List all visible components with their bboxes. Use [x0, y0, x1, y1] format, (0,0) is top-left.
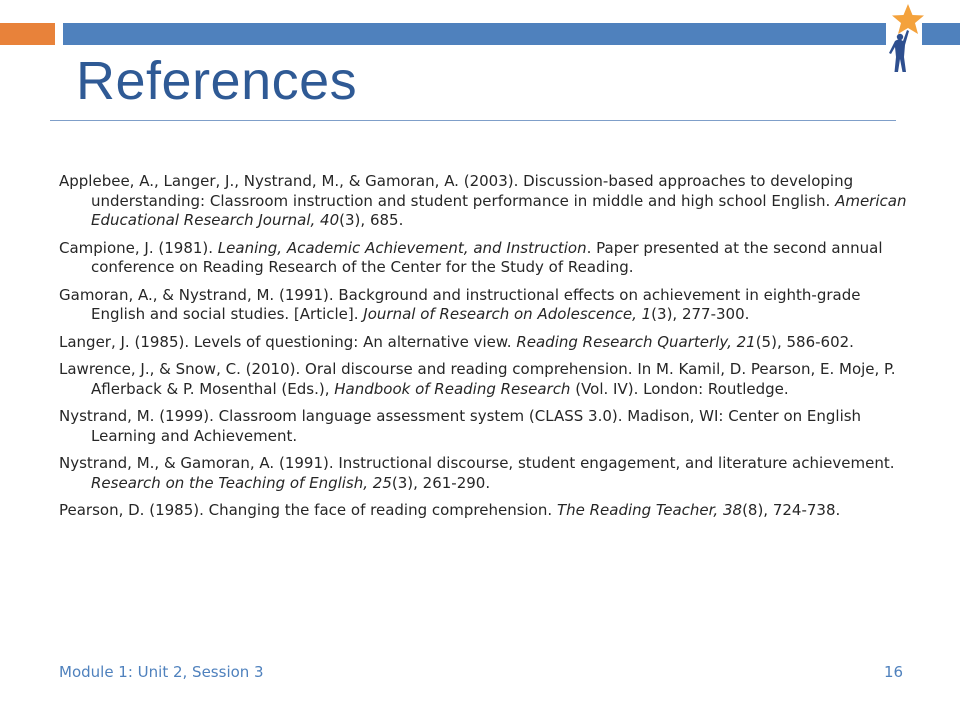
header-accent-bar-orange — [0, 23, 55, 45]
reference-text-end: . Paper presented at the second annual conference on Reading Research of the Center for the Study of Reading. — [91, 238, 883, 276]
reference-text: Nystrand, M. (1999). Classroom language assessment system (CLASS 3.0). Madison, WI: Center on English Learning and Achievement. — [59, 407, 862, 445]
reference-text-end: (3), 685. — [339, 211, 404, 229]
reference-source-title: Research on the Teaching of English, 25 — [91, 473, 392, 492]
reference-text: Gamoran, A., & Nystrand, M. (1991). Background and instructional effects on achievement in eighth-grade English and social studies. [Article]. — [59, 285, 861, 323]
header-accent-bar-blue — [63, 23, 886, 45]
reference-item — [59, 454, 909, 493]
reference-text: Campione, J. (1981). — [59, 238, 218, 257]
reference-text-end: (8), 724-738. — [742, 501, 841, 519]
reference-source-title: Handbook of Reading Research — [334, 379, 571, 398]
reference-text: Pearson, D. (1985). Changing the face of reading comprehension. — [59, 501, 557, 519]
page-number: 16 — [884, 663, 904, 681]
reference-source-title: Journal of Research on Adolescence, 1 — [363, 305, 652, 323]
reference-item — [59, 360, 909, 399]
reference-item — [59, 286, 909, 325]
reference-text-end: (Vol. IV). London: Routledge. — [570, 379, 789, 398]
reference-item — [59, 407, 909, 446]
footer-module-label: Module 1: Unit 2, Session 3 — [59, 663, 264, 681]
reference-source-title: Reading Research Quarterly, 21 — [516, 332, 756, 351]
reference-text-end: (5), 586-602. — [755, 332, 854, 351]
reference-item — [59, 333, 909, 353]
reference-text: Nystrand, M., & Gamoran, A. (1991). Instructional discourse, student engagement, and literature achievement. — [59, 454, 895, 472]
reference-source-title: The Reading Teacher, 38 — [556, 501, 743, 519]
reference-text: Applebee, A., Langer, J., Nystrand, M., & Gamoran, A. (2003). Discussion-based approaches to developing understanding: Classroom instruction and student performance in middle and high school English. — [59, 172, 854, 210]
title-divider — [50, 120, 896, 121]
reference-text: Lawrence, J., & Snow, C. (2010). Oral discourse and reading comprehension. In M. Kamil, D. Pearson, E. Moje, P. Aflerback & P. Mosenthal (Eds.), — [59, 360, 896, 398]
reference-item — [59, 239, 909, 278]
reference-source-title: American Educational Research Journal, 40 — [91, 191, 907, 229]
reference-text-end: (3), 277-300. — [651, 305, 750, 323]
slide-title: References — [76, 51, 358, 111]
reference-item — [59, 501, 909, 521]
reference-text: Langer, J. (1985). Levels of questioning: An alternative view. — [59, 332, 517, 351]
references-list — [59, 172, 909, 529]
reference-item — [59, 172, 909, 231]
reference-text-end: (3), 261-290. — [391, 473, 491, 492]
star-person-icon — [888, 2, 928, 76]
reference-source-title: Leaning, Academic Achievement, and Instruction — [217, 238, 587, 257]
